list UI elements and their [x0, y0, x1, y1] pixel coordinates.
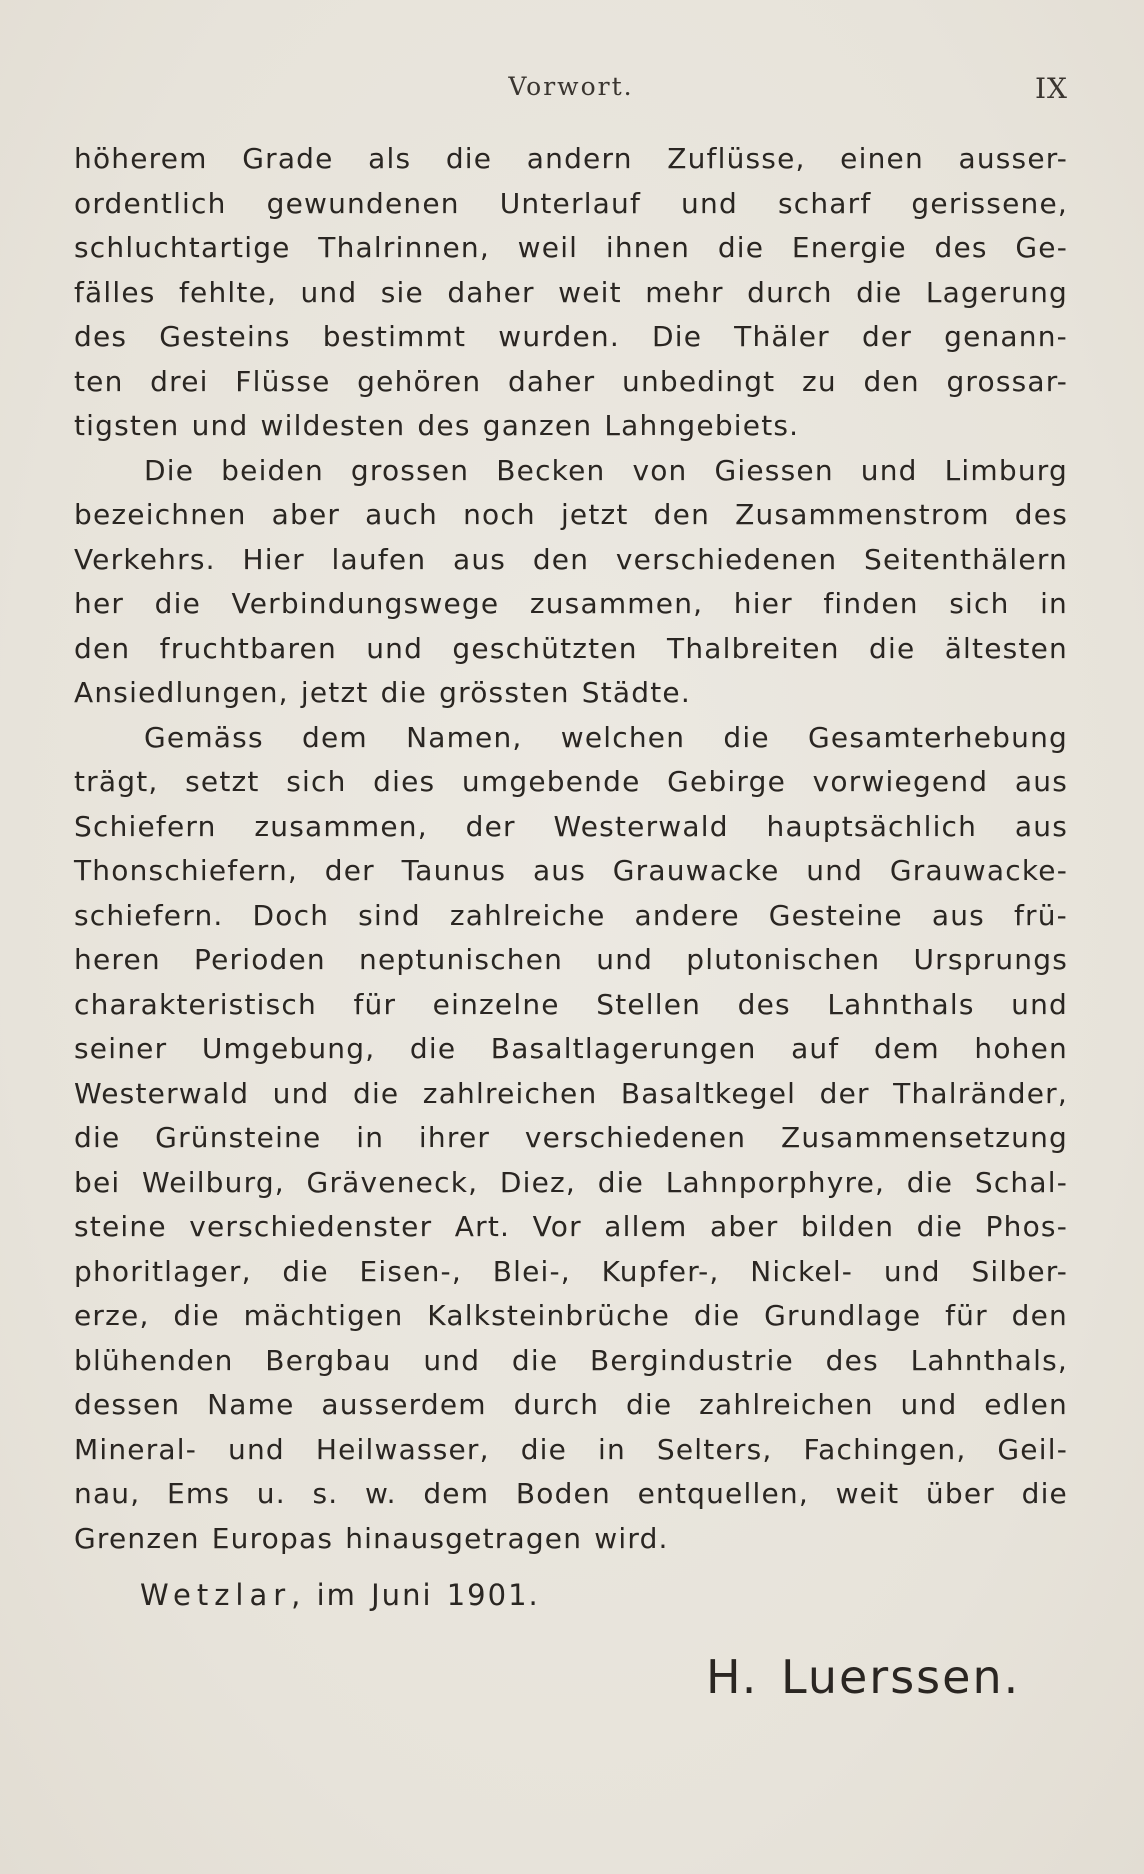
text-line: her die Verbindungswege zusammen, hier finden sich in — [74, 587, 1068, 620]
text-line: tigsten und wildesten des ganzen Lahngebiets. — [74, 409, 800, 442]
text-line: ten drei Flüsse gehören daher unbedingt zu den grossar- — [74, 364, 1068, 398]
text-line: charakteristisch für einzelne Stellen des Lahnthals und — [74, 987, 1068, 1021]
text-line: Grenzen Europas hinausgetragen wird. — [74, 1521, 669, 1555]
text-line: Die beiden grossen Becken von Giessen und Limburg — [144, 453, 1068, 487]
text-line: den fruchtbaren und geschützten Thalbreiten die ältesten — [74, 631, 1068, 665]
text-line: trägt, setzt sich dies umgebende Gebirge vorwiegend aus — [74, 765, 1068, 798]
text-line: Westerwald und die zahlreichen Basaltkegel der Thalränder, — [74, 1076, 1068, 1110]
text-line: Ansiedlungen, jetzt die grössten Städte. — [74, 676, 691, 709]
text-line: phoritlager, die Eisen-, Blei-, Kupfer-, Nickel- und Silber- — [74, 1254, 1068, 1288]
text-line: heren Perioden neptunischen und plutonischen Ursprungs — [74, 943, 1068, 976]
text-line: seiner Umgebung, die Basaltlagerungen auf dem hohen — [74, 1032, 1068, 1065]
text-line: schiefern. Doch sind zahlreiche andere Gesteine aus frü- — [74, 898, 1068, 932]
text-line: Verkehrs. Hier laufen aus den verschiedenen Seitenthälern — [74, 542, 1068, 576]
text-line: ordentlich gewundenen Unterlauf und scharf gerissene, — [74, 186, 1068, 220]
author-signature: H. Luerssen. — [706, 1650, 1021, 1704]
text-line: bezeichnen aber auch noch jetzt den Zusammenstrom des — [74, 498, 1068, 531]
text-line: bei Weilburg, Gräveneck, Diez, die Lahnporphyre, die Schal- — [74, 1165, 1068, 1199]
text-line: die Grünsteine in ihrer verschiedenen Zusammensetzung — [74, 1121, 1068, 1154]
text-line: des Gesteins bestimmt wurden. Die Thäler der genann- — [74, 320, 1068, 353]
page-number: IX — [1035, 72, 1068, 105]
text-line: schluchtartige Thalrinnen, weil ihnen die Energie des Ge- — [74, 231, 1068, 264]
text-line: blühenden Bergbau und die Bergindustrie des Lahnthals, — [74, 1343, 1068, 1377]
text-line: Schiefern zusammen, der Westerwald hauptsächlich aus — [74, 809, 1068, 843]
text-line: steine verschiedenster Art. Vor allem aber bilden die Phos- — [74, 1210, 1068, 1243]
text-line: dessen Name ausserdem durch die zahlreichen und edlen — [74, 1388, 1068, 1421]
text-line: erze, die mächtigen Kalksteinbrüche die Grundlage für den — [74, 1299, 1068, 1332]
text-line: Thonschiefern, der Taunus aus Grauwacke und Grauwacke- — [74, 854, 1068, 887]
running-title: Vorwort. — [508, 72, 634, 101]
text-line: Mineral- und Heilwasser, die in Selters, Fachingen, Geil- — [74, 1432, 1068, 1466]
date-text: , im Juni 1901. — [291, 1578, 540, 1612]
place-name: Wetzlar — [140, 1578, 292, 1612]
text-line: nau, Ems u. s. w. dem Boden entquellen, weit über die — [74, 1477, 1068, 1510]
text-line: höherem Grade als die andern Zuflüsse, einen ausser- — [74, 142, 1068, 175]
place-date — [140, 1578, 540, 1612]
body-text — [74, 137, 1068, 1561]
running-head — [74, 72, 1068, 112]
text-line: fälles fehlte, und sie daher weit mehr durch die Lagerung — [74, 275, 1068, 309]
text-line: Gemäss dem Namen, welchen die Gesamterhebung — [144, 720, 1068, 754]
